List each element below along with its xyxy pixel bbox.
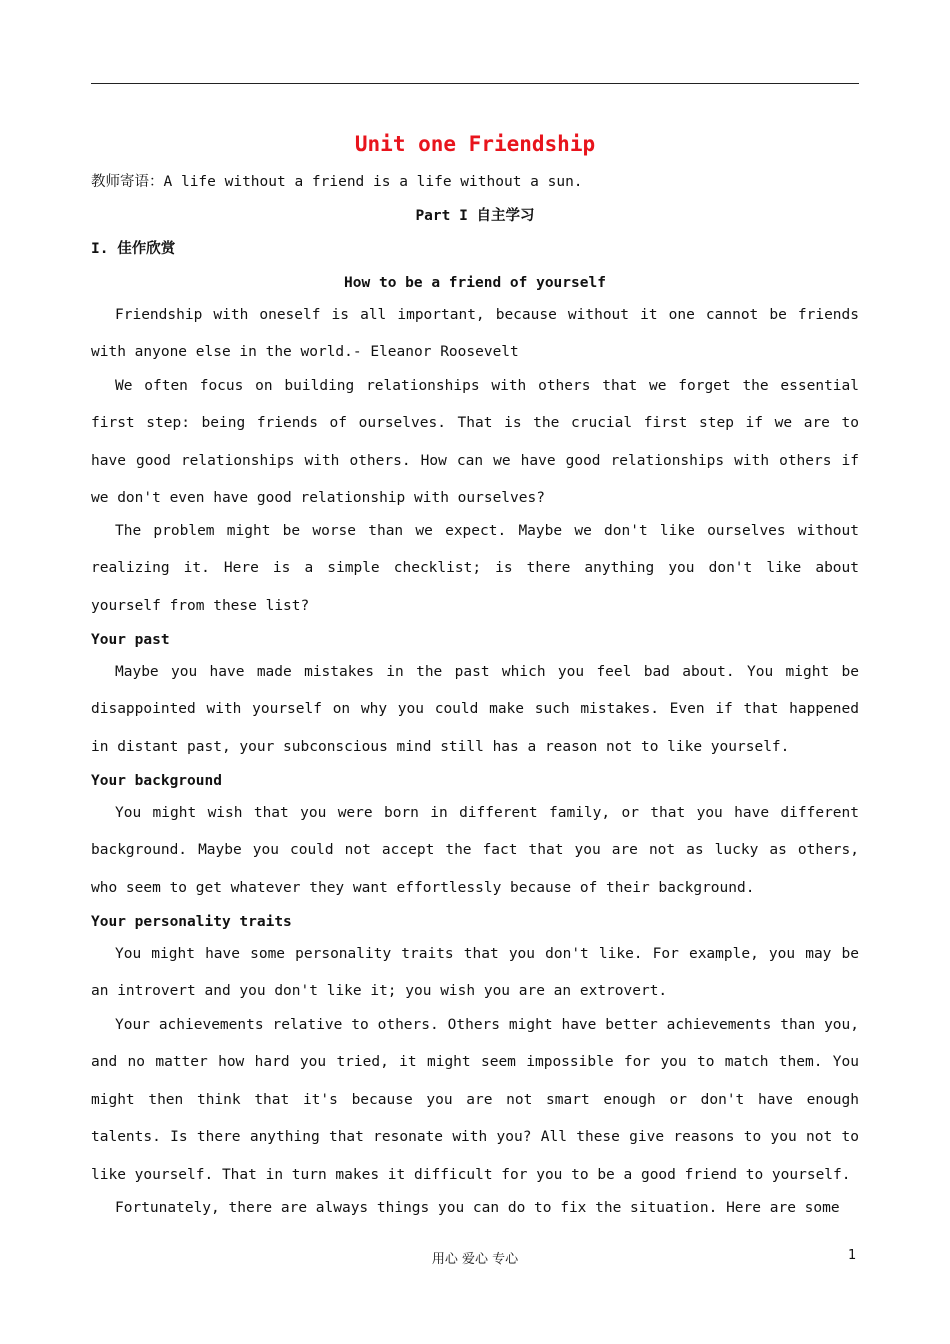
header-rule — [91, 83, 859, 84]
paragraph-problem: The problem might be worse than we expect. Maybe we don't like ourselves without realizing it. Here is a simple checklist; is there anything you don't like about yourself from these list? — [91, 523, 859, 614]
subheading-background: Your background — [91, 773, 222, 789]
paragraph-past: Maybe you have made mistakes in the past which you feel bad about. You might be disappointed with yourself on why you could make such mistakes. Even if that happened in distant past, your subconscious mind still has a reason not to like yourself. — [91, 664, 859, 755]
paragraph-fortunately: Fortunately, there are always things you can do to fix the situation. Here are some — [115, 1200, 840, 1216]
unit-title: Unit one Friendship — [354, 132, 596, 156]
article-title: How to be a friend of yourself — [344, 275, 606, 291]
paragraph-quote: Friendship with oneself is all important, because without it one cannot be friends with anyone else in the world.- Eleanor Roosevelt — [91, 307, 859, 361]
paragraph-background: You might wish that you were born in different family, or that you have different background. Maybe you could not accept the fact that you are not as lucky as others, who seem to get whatever they want effortlessly because of their background. — [91, 805, 859, 896]
paragraph-personality: You might have some personality traits that you don't like. For example, you may be an introvert and you don't like it; you wish you are an extrovert. — [91, 946, 859, 1000]
subheading-personality: Your personality traits — [91, 914, 292, 930]
part-heading: Part I 自主学习 — [415, 208, 535, 224]
section-heading: I. 佳作欣赏 — [91, 241, 176, 257]
paragraph-achievements: Your achievements relative to others. Others might have better achievements than you, and no matter how hard you tried, it might seem impossible for you to match them. You might then think that it's because you are not smart enough or don't have enough talents. Is there anything that resonate with you? All these give reasons to you not to like yourself. That in turn makes it difficult for you to be a good friend to yourself. — [91, 1017, 859, 1183]
subheading-past: Your past — [91, 632, 170, 648]
teacher-motto: 教师寄语：A life without a friend is a life without a sun. — [91, 174, 583, 190]
page-number: 1 — [848, 1248, 857, 1263]
page-footer: 用心 爱心 专心 — [431, 1252, 519, 1267]
paragraph-intro: We often focus on building relationships with others that we forget the essential first step: being friends of ourselves. That is the crucial first step if we are to have good relationships with others. How can we have good relationships with others if we don't even have good relationship with ourselves? — [91, 378, 859, 507]
